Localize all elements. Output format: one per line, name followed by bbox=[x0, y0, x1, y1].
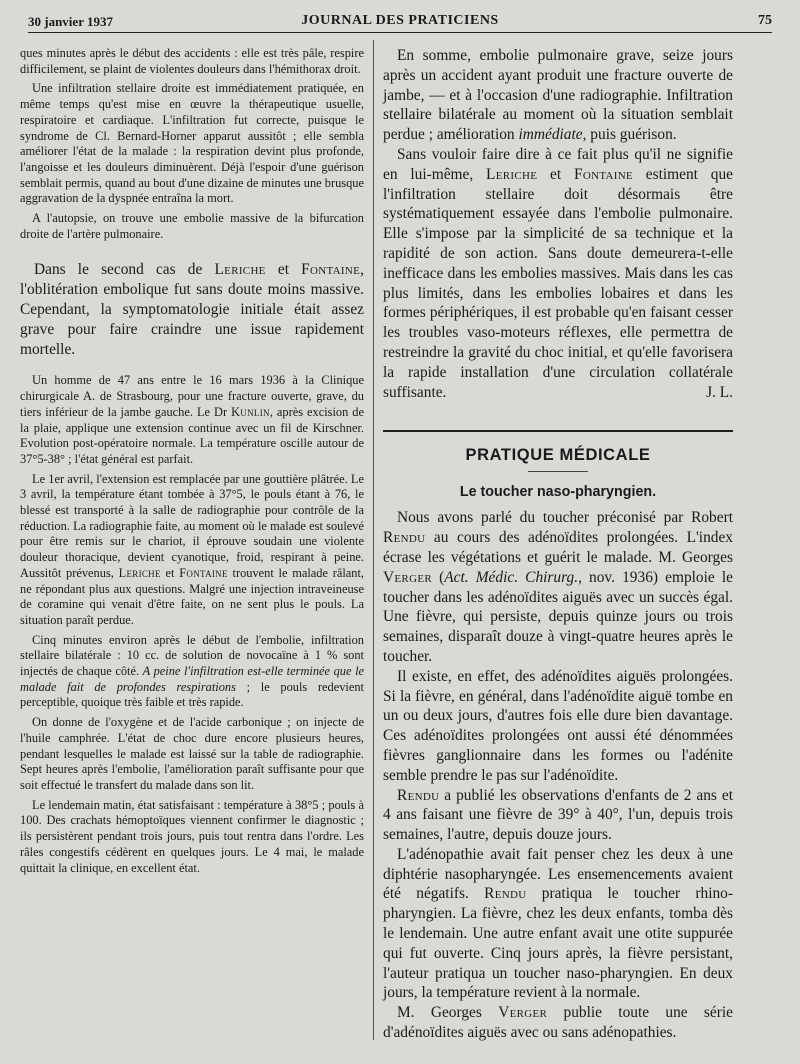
author-name: Fontaine bbox=[301, 261, 361, 279]
author-name: Fontaine bbox=[574, 165, 633, 183]
paragraph: ques minutes après le début des accidents : elle est très pâle, respire difficilement, se plaint de violentes douleurs dans l'hémithorax droit. bbox=[20, 46, 364, 76]
paragraph: On donne de l'oxygène et de l'acide carbonique ; on injecte de l'huile camphrée. L'état de choc dure encore plusieurs heures, pendant lesquelles le malade est laissé sur la table de radiographie. Sept heures après l'embolie, l'amélioration paraît suffisante pour que soit effectué le transfert du malade dans son lit. bbox=[20, 715, 364, 792]
paragraph: Sans vouloir faire dire à ce fait plus qu'il ne signifie en lui-même, Leriche et Fontaine estiment que l'infiltration stellaire doit désormais être systématiquement essayée dans l'embolie pulmonaire. Elle s'impose par la simplicité de sa technique et la rapidité de son action. Sans doute demeurera-t-elle inefficace dans les embolies massives. Mais dans les cas plus limités, dans les embolies lobaires et dans les formes périphériques, il est probable qu'en faisant cesser les troubles vaso-moteurs réflexes, elle permettra de restreindre la gravité du choc initial, et qu'elle favorisera la rapide installation d'une circulation collatérale suffisante. J. L. bbox=[383, 145, 733, 401]
author-name: Verger bbox=[498, 1004, 548, 1022]
author-name: Leriche bbox=[118, 565, 161, 580]
left-column bbox=[20, 46, 364, 880]
author-name: Leriche bbox=[486, 165, 538, 183]
paragraph: Il existe, en effet, des adénoïdites aiguës prolongées. Si la fièvre, en général, dans l'adénoïdite aiguë tombe en un ou deux jours, d'autres fois elle dure bien davantage. Ces adénoïdites prolongées ont aussi été dénommées fièvres ganglionnaire dans les formes ou l'adénite semble prendre le pas sur l'adénoïdite. bbox=[383, 667, 733, 784]
author-name: Leriche bbox=[214, 261, 266, 279]
case-two-report bbox=[20, 373, 364, 876]
emphasis: immédiate bbox=[518, 126, 583, 144]
section-divider bbox=[528, 471, 588, 472]
column-divider bbox=[373, 40, 374, 1040]
section-title: PRATIQUE MÉDICALE bbox=[383, 430, 733, 465]
paragraph: Un homme de 47 ans entre le 16 mars 1936 à la Clinique chirurgicale A. de Strasbourg, pour une fracture ouverte, grave, du tiers inférieur de la jambe gauche. Le Dr Kunlin, après excision de la plaie, applique une extension continue avec un fil de Kirschner. Evolution post-opératoire normale. La température oscille autour de 37°5-38° ; l'état général est parfait. bbox=[20, 373, 364, 466]
paragraph: Le lendemain matin, état satisfaisant : température à 38°5 ; pouls à 100. Des crachats hémoptoïques viennent confirmer le diagnostic ; ils persistèrent pendant trois jours, puis tout rentra dans l'ordre. Les râles congestifs cédèrent en quelques jours. Le 4 mai, le malade quittait la clinique, en excellent état. bbox=[20, 797, 364, 875]
paragraph: Dans le second cas de Leriche et Fontaine, l'oblitération embolique fut sans doute moins massive. Cependant, la symptomatologie initiale était assez grave pour faire craindre une issue rapidement mortelle. bbox=[20, 261, 364, 358]
journal-title: JOURNAL DES PRATICIENS bbox=[301, 13, 499, 28]
paragraph: Nous avons parlé du toucher préconisé par Robert Rendu au cours des adénoïdites prolongées. L'index écrase les végétations et guérit le malade. M. Georges Verger (Act. Médic. Chirurg., nov. 1936) emploie le toucher dans les adénoïdites aiguës avec un succès égal. Une fièvre, qui persiste, depuis quinze jours ou trois semaines, disparaît douze à vingt-quatre heures après le toucher. bbox=[383, 509, 733, 665]
paragraph: L'adénopathie avait fait penser chez les deux à une diphtérie nasopharyngée. Les ensemencements avaient été négatifs. Rendu pratiqua le toucher rhino-pharyngien. La fièvre, chez les deux enfants, tomba dès le lendemain. Une autre enfant avait une otite suppurée qui fut ouverte. Cinq jours après, la fièvre persistant, l'auteur pratiqua un toucher naso-pharyngien. En deux jours, la température revient à la normale. bbox=[383, 845, 734, 1002]
author-name: Kunlin bbox=[231, 404, 270, 419]
issue-date: 30 janvier 1937 bbox=[28, 14, 113, 29]
paragraph: En somme, embolie pulmonaire grave, seize jours après un accident ayant produit une fracture ouverte de jambe, — et à l'occasion d'une radiographie. Infiltration stellaire bilatérale au moment où la situation semblait perdue ; amélioration immédiate, puis guérison. bbox=[383, 47, 733, 144]
paragraph: Cinq minutes environ après le début de l'embolie, infiltration stellaire bilatérale : 10 cc. de solution de novocaïne à 1 % sont injectés de chaque côté. A peine l'infiltration est-elle terminée que le malade fait de profondes respirations ; le pouls redevient perceptible, quoique très faible et très rapide. bbox=[20, 632, 365, 710]
paragraph: Rendu a publié les observations d'enfants de 2 ans et 4 ans faisant une fièvre de 39° à 40°, l'un, depuis trois semaines, l'autre, depuis douze jours. bbox=[383, 786, 733, 844]
case-one-continuation bbox=[20, 46, 364, 242]
article-title: Le toucher naso-pharyngien. bbox=[459, 484, 657, 501]
conclusion-block bbox=[383, 46, 733, 402]
right-column bbox=[383, 46, 733, 1043]
paragraph: Le 1er avril, l'extension est remplacée par une gouttière plâtrée. Le 3 avril, la température étant tombée à 37°5, le pouls étant à 76, le blessé est transporté à la salle de radiographie pour contrôle de la réduction. La radiographie faite, au moment où le malade est soulevé pour être remis sur le chariot, il éprouve soudain une violente douleur thoracique, devient cyanotique, froid, respirant à peine. Aussitôt prévenus, Leriche et Fontaine trouvent le malade râlant, ne répondant plus aux questions. Malgré une injection intraveineuse de coramine qui venait d'être faite, on ne sent plus le pouls. La situation paraît perdue. bbox=[20, 471, 365, 627]
paragraph: M. Georges Verger publie toute une série d'adénoïdites aiguës avec ou sans adénopathies. bbox=[383, 1004, 733, 1042]
emphasis: A peine l'infiltration est-elle terminée que le malade fait de profondes respirations bbox=[20, 664, 365, 694]
author-name: Fontaine bbox=[179, 565, 228, 580]
author-name: Rendu bbox=[383, 529, 426, 547]
journal-reference: Act. Médic. Chirurg. bbox=[444, 568, 579, 586]
paragraph: A l'autopsie, on trouve une embolie massive de la bifurcation droite de l'artère pulmonaire. bbox=[20, 211, 364, 241]
page-number: 75 bbox=[758, 13, 772, 28]
paragraph: Une infiltration stellaire droite est immédiatement pratiquée, en même temps qu'est mise en œuvre la thérapeutique usuelle, respiratoire et cardiaque. L'infiltration fut correcte, puisque le syndrome de Cl. Bernard-Horner apparut aussitôt ; elle sembla améliorer l'état de la malade : la respiration devint plus profonde, l'angoisse et les douleurs diminuèrent. Déjà l'espoir d'une guérison semblait permis, quand au bout d'une dizaine de minutes une brusque aggravation de la dyspnée entraîna la mort. bbox=[20, 81, 364, 206]
signature: J. L. bbox=[706, 383, 733, 401]
second-case-intro bbox=[20, 260, 364, 359]
author-name: Verger bbox=[383, 568, 432, 586]
author-name: Rendu bbox=[397, 786, 440, 804]
article-body bbox=[383, 508, 733, 1043]
running-header bbox=[28, 12, 772, 33]
author-name: Rendu bbox=[484, 885, 527, 903]
